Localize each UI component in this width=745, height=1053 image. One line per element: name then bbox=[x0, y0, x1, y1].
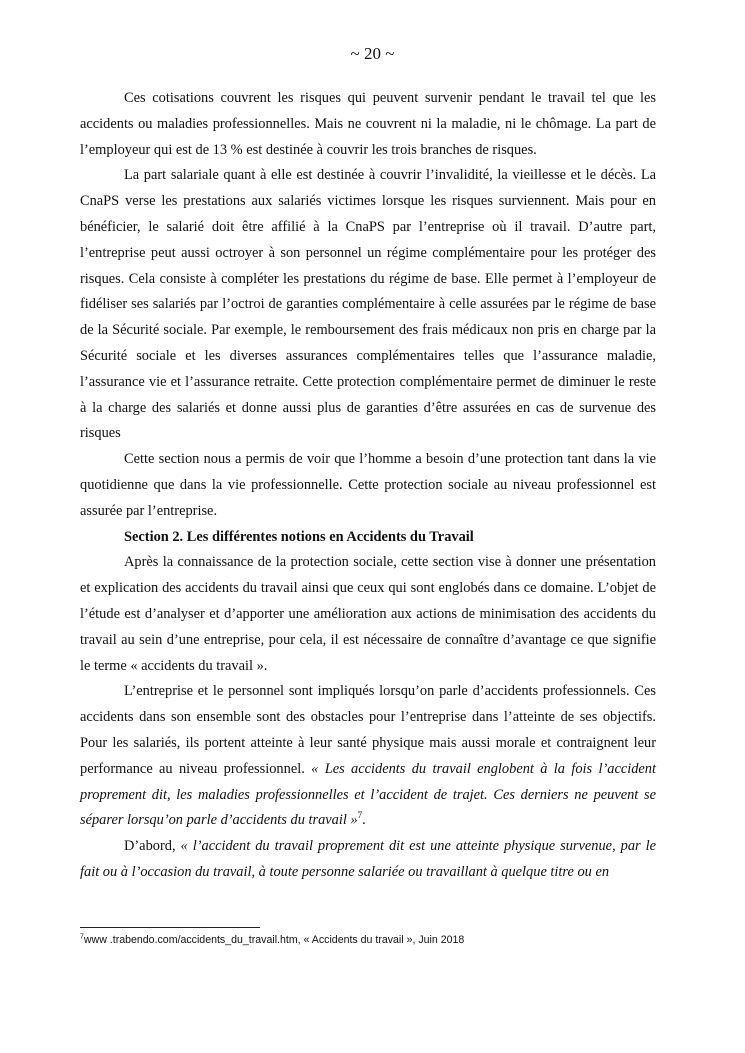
paragraph-lead: D’abord, bbox=[124, 838, 176, 855]
footnote-separator bbox=[80, 927, 260, 928]
body-text bbox=[80, 86, 656, 886]
quotation: « l’accident du travail proprement dit est une atteinte physique survenue, par le fait ou à l’occasion du travail, à toute personne salariée ou travaillant à quelque titre ou en bbox=[80, 838, 656, 880]
footnote bbox=[80, 933, 680, 947]
page-number: ~ 20 ~ bbox=[350, 44, 395, 63]
paragraph-entreprise-personnel bbox=[80, 679, 656, 834]
footnote-text: www .trabendo.com/accidents_du_travail.htm, « Accidents du travail », Juin 2018 bbox=[83, 934, 465, 946]
section-heading: Section 2. Les différentes notions en Accidents du Travail bbox=[124, 528, 474, 545]
footnote-number: 7 bbox=[80, 933, 84, 941]
footnote-reference[interactable]: 7 bbox=[357, 810, 363, 821]
sentence-end: . bbox=[362, 812, 366, 829]
paragraph-section-summary: Cette section nous a permis de voir que l’homme a besoin d’une protection tant dans la vie quotidienne que dans la vie professionnelle. Cette protection sociale au niveau professionnel est assurée par l’entreprise. bbox=[80, 451, 656, 519]
paragraph-dabord bbox=[80, 834, 656, 886]
paragraph-part-salariale: La part salariale quant à elle est destinée à couvrir l’invalidité, la vieillesse et le décès. La CnaPS verse les prestations aux salariés victimes lorsque les risques surviennent. Mais pour en bénéficier, le salarié doit être affilié à la CnaPS par l’entreprise où il travail. D’autre part, l’entreprise peut aussi octroyer à son personnel un régime complémentaire pour les protéger des risques. Cela consiste à compléter les prestations du régime de base. Elle permet à l’employeur de fidéliser ses salariés par l’octroi de garanties complémentaire à celle assurées par le régime de base de la Sécurité sociale. Par exemple, le remboursement des frais médicaux non pris en charge par la Sécurité sociale et les diverses assurances complémentaires telles que l’assurance maladie, l’assurance vie et l’assurance retraite. Cette protection complémentaire permet de diminuer le reste à la charge des salariés et donne aussi plus de garanties d’être assurées en cas de survenue des risques bbox=[80, 167, 656, 442]
paragraph-introduction: Après la connaissance de la protection sociale, cette section vise à donner une présentation et explication des accidents du travail ainsi que ceux qui sont englobés dans ce domaine. L’objet de l’étude est d’analyser et d’apporter une amélioration aux actions de minimisation des accidents du travail au sein d’une entreprise, pour cela, il est nécessaire de connaître d’avantage ce que signifie le terme « accidents du travail ». bbox=[80, 554, 656, 674]
paragraph-cotisations: Ces cotisations couvrent les risques qui peuvent survenir pendant le travail tel que les accidents ou maladies professionnelles. Mais ne couvrent ni la maladie, ni le chômage. La part de l’employeur qui est de 13 % est destinée à couvrir les trois branches de risques. bbox=[80, 90, 656, 158]
paragraph-text: L’entreprise et le personnel sont impliqués lorsqu’on parle d’accidents professionnels. Ces accidents dans son ensemble sont des obstacles pour l’entreprise dans l’atteinte de ses objectifs. Pour les salariés, ils portent atteinte à leur santé physique mais aussi morale et contraignent leur performance au niveau professionnel. bbox=[80, 683, 656, 777]
quotation: « Les accidents du travail englobent à la fois l’accident proprement dit, les maladies professionnelles et l’accident de trajet. Ces derniers ne peuvent se séparer lorsqu’on parle d’accidents du travail » bbox=[80, 760, 656, 829]
